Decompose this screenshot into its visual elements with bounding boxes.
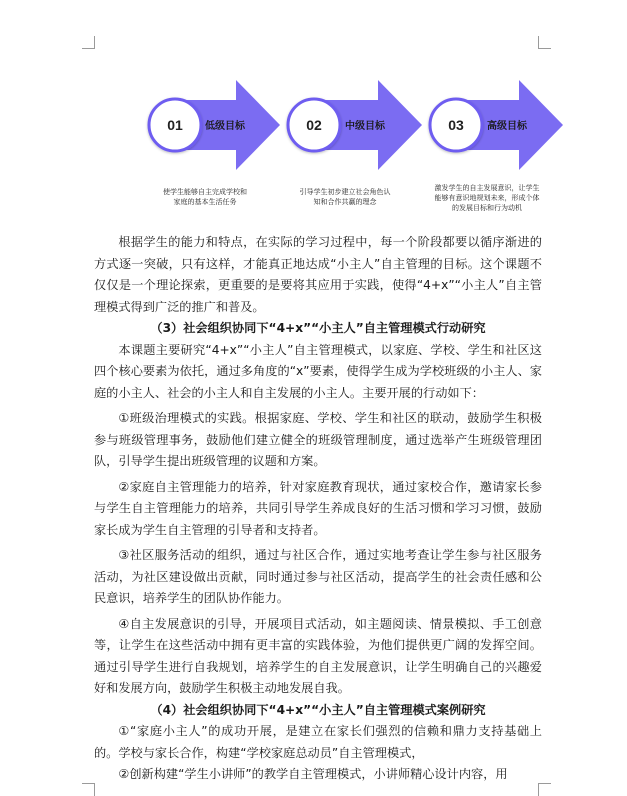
paragraph-action-1: ①班级治理模式的实践。根据家庭、学校、学生和社区的联动，鼓励学生积极参与班级管理事务，鼓励他们建立健全的班级管理制度，通过选举产生班级管理团队，引导学生提出班级管理的议题和方案。: [94, 411, 542, 468]
stage-3: [430, 80, 563, 170]
stage-1: [149, 80, 280, 170]
stage-1-caption-line-1: 使学生能够自主完成学校和: [163, 188, 247, 196]
paragraph-intro: 根据学生的能力和特点，在实际的学习过程中，每一个阶段都要以循序渐进的方式逐一突破，只有这样，才能真正地达成“小主人”自主管理的目标。这个课题不仅仅是一个理论探索，更重要的是要将其应用于实践，使得“4+x”“小主人”自主管理模式得到广泛的推广和普及。: [94, 235, 542, 314]
paragraph-action-3: ③社区服务活动的组织，通过与社区合作，通过实地考查让学生参与社区服务活动，为社区建设做出贡献，同时通过参与社区活动，提高学生的社会责任感和公民意识，培养学生的团队协作能力。: [94, 548, 542, 605]
section-heading-4: （4）社会组织协同下“4+x”“小主人”自主管理模式案例研究: [150, 702, 486, 717]
stage-1-number: 01: [167, 117, 183, 133]
stage-1-label: 低级目标: [205, 121, 245, 132]
stage-3-number: 03: [448, 117, 464, 133]
stage-3-label: 高级目标: [487, 121, 527, 132]
paragraph-action-4: ④自主发展意识的引导，开展项目式活动，如主题阅读、情景模拟、手工创意等，让学生在这些活动中拥有更丰富的实践体验，为他们提供更广阔的发挥空间。通过引导学生进行自我规划，培养学生的自主发展意识，让学生明确自己的兴趣爱好和发展方向，鼓励学生积极主动地发展自我。: [94, 616, 542, 695]
document-body: [94, 232, 542, 786]
paragraph-action-2: ②家庭自主管理能力的培养，针对家庭教育现状，通过家校合作，邀请家长参与学生自主管理能力的培养，共同引导学生养成良好的生活习惯和学习习惯，鼓励家长成为学生自主管理的引导者和支持者。: [94, 479, 542, 537]
stage-1-caption-line-2: 家庭的基本生活任务: [173, 198, 237, 206]
paragraph-research-overview: 本课题主要研究“4+x”“小主人”自主管理模式，以家庭、学校、学生和社区这四个核心要素为依托，通过多角度的“x”要素，使得学生成为学校班级的小主人、家庭的小主人、社会的小主人和自主发展的小主人。主要开展的行动如下：: [94, 342, 542, 400]
stage-3-caption-line-3: 的发展目标和行为动机: [452, 204, 522, 212]
stage-2: [288, 80, 422, 170]
paragraph-case-2: ②创新构建“学生小讲师”的教学自主管理模式，小讲师精心设计内容，用: [118, 767, 508, 781]
stage-2-label: 中级目标: [345, 121, 385, 132]
paragraph-case-1: ①“家庭小主人”的成功开展，是建立在家长们强烈的信赖和鼎力支持基础上的。学校与家长合作，构建“学校家庭总动员”自主管理模式，: [94, 724, 542, 760]
stage-2-caption-line-1: 引导学生初步建立社会角色认: [299, 188, 391, 196]
goal-stages-diagram: [0, 0, 627, 230]
stage-2-caption-line-2: 知和合作共赢的理念: [313, 198, 377, 206]
stage-2-number: 02: [306, 117, 322, 133]
stage-3-caption-line-1: 激发学生的自主发展意识，让学生: [434, 184, 540, 192]
stage-3-caption-line-2: 能够有意识地规划未来，形成个体: [434, 194, 540, 202]
section-heading-3: （3）社会组织协同下“4+x”“小主人”自主管理模式行动研究: [150, 321, 486, 335]
